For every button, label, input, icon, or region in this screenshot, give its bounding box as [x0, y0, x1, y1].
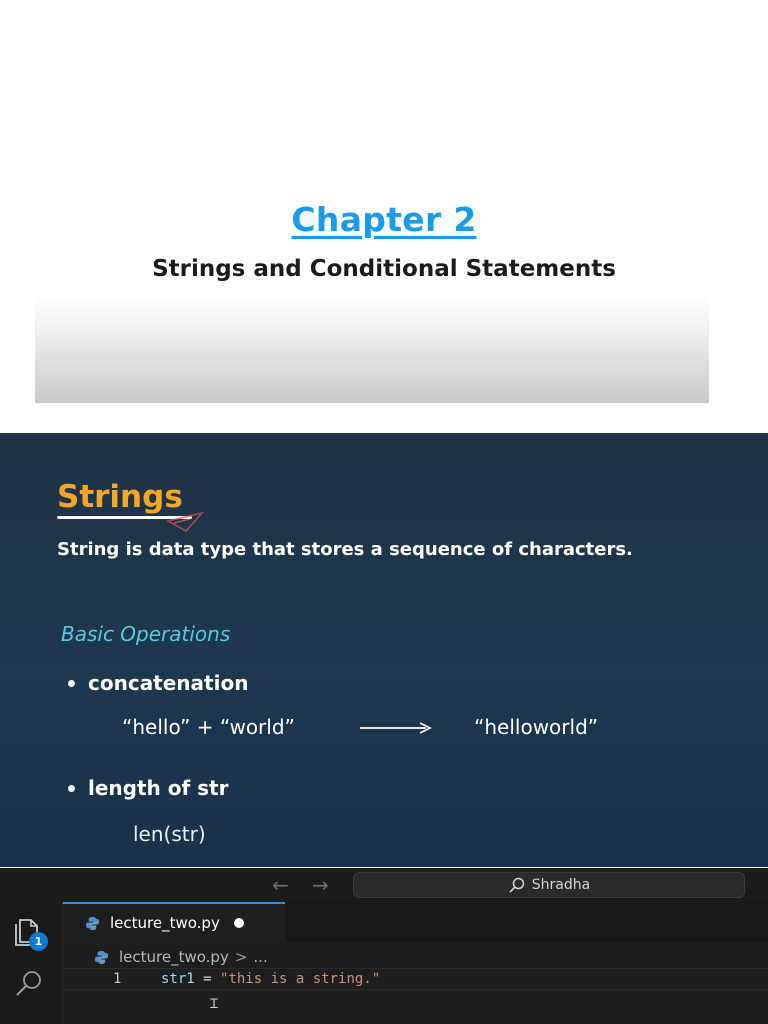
code-variable: str1 — [161, 971, 195, 987]
command-center-search[interactable] — [353, 872, 745, 898]
search-icon — [508, 876, 526, 894]
concat-example-right: “helloworld” — [474, 715, 599, 739]
title-bar — [0, 868, 768, 902]
line-number: 1 — [113, 971, 122, 987]
bullet-length-of-str — [68, 776, 228, 800]
code-editor — [0, 868, 768, 1024]
chapter-title — [0, 200, 768, 239]
bullet-label: concatenation — [88, 671, 249, 695]
bullet-label: length of str — [88, 776, 229, 800]
chapter-title-text: Chapter 2 — [291, 200, 477, 239]
bullet-concatenation — [68, 671, 248, 695]
code-string: "this is a string." — [220, 971, 381, 987]
bullet-dot — [68, 680, 75, 687]
tab-lecture-two[interactable] — [63, 902, 285, 942]
chapter-subtitle: Strings and Conditional Statements — [152, 256, 616, 282]
laser-pointer-icon — [164, 507, 208, 535]
activity-bar — [0, 902, 63, 1024]
strings-title: Strings — [57, 479, 183, 515]
arrow-right-icon — [360, 721, 432, 735]
slide-gradient-band — [35, 296, 709, 403]
strings-slide — [0, 433, 768, 867]
chapter-slide — [0, 0, 768, 432]
bullet-dot — [68, 785, 75, 792]
breadcrumb — [94, 948, 268, 966]
breadcrumb-more[interactable]: ... — [253, 948, 268, 966]
explorer-badge: 1 — [29, 932, 48, 951]
len-example: len(str) — [133, 822, 206, 846]
code-operator: = — [194, 971, 221, 987]
search-text: Shradha — [531, 877, 591, 893]
basic-operations-heading: Basic Operations — [61, 622, 231, 646]
code-text[interactable] — [161, 971, 380, 987]
text-cursor-icon: Ꮖ — [210, 997, 219, 1012]
search-icon[interactable] — [13, 968, 45, 1000]
breadcrumb-file[interactable]: lecture_two.py — [119, 948, 229, 966]
unsaved-dot-icon[interactable] — [234, 918, 244, 928]
breadcrumb-separator: > — [234, 948, 248, 966]
python-file-icon — [85, 916, 100, 931]
tab-label: lecture_two.py — [110, 914, 220, 932]
python-file-icon — [94, 950, 109, 965]
tab-bar — [63, 902, 768, 942]
concat-example-left: “hello” + “world” — [122, 715, 295, 739]
arrow-left-icon[interactable]: ← — [272, 873, 289, 897]
strings-definition: String is data type that stores a sequence of characters. — [57, 539, 633, 560]
code-line[interactable] — [63, 968, 768, 990]
arrow-right-icon[interactable]: → — [312, 873, 329, 897]
